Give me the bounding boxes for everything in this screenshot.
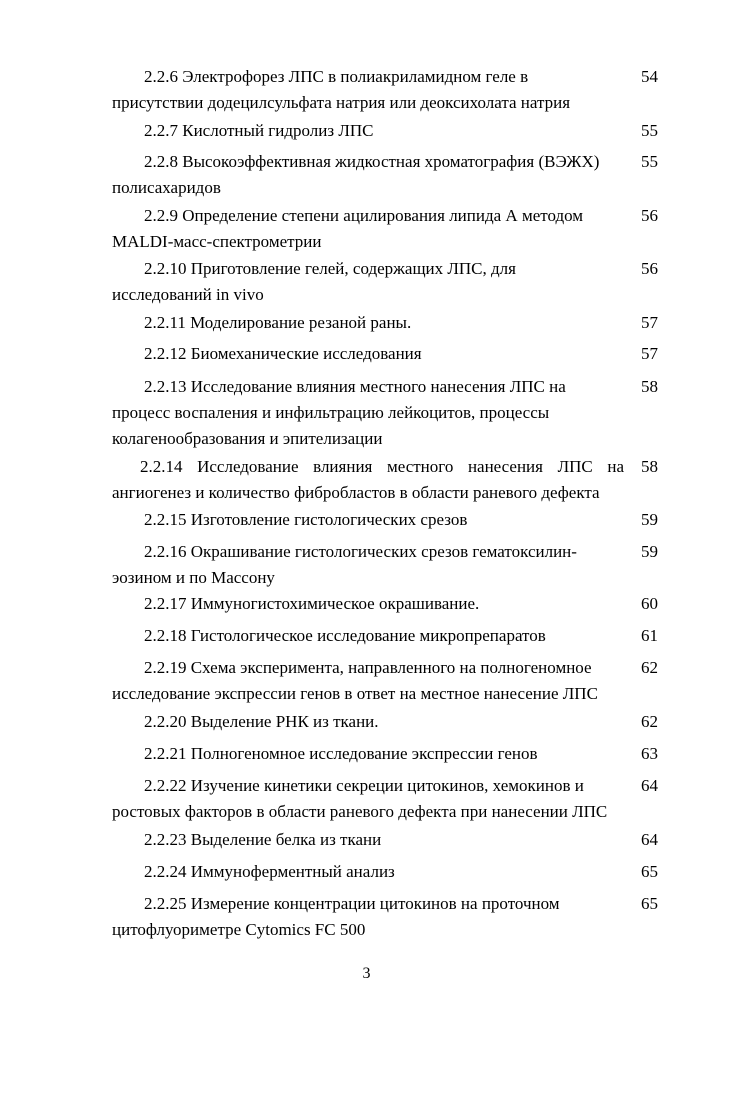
toc-entry-page: 59 xyxy=(641,542,658,561)
toc-entry xyxy=(112,891,624,943)
toc-entry-line: 2.2.15 Изготовление гистологических срезов xyxy=(144,510,468,529)
toc-entry-page: 65 xyxy=(641,894,658,913)
toc-entry-page: 56 xyxy=(641,259,658,278)
toc-entry-line: процесс воспаления и инфильтрацию лейкоцитов, процессы xyxy=(112,403,550,422)
toc-entry xyxy=(112,741,624,767)
toc-entry-line: 2.2.6 Электрофорез ЛПС в полиакриламидном геле в xyxy=(144,67,529,86)
toc-entry-line: MALDI-масс-спектрометрии xyxy=(112,232,322,251)
toc-entry-line: 2.2.25 Измерение концентрации цитокинов на проточном xyxy=(144,894,560,913)
toc-entry xyxy=(112,118,624,144)
toc-entry-line: ангиогенез и количество фибробластов в области раневого дефекта xyxy=(112,483,600,502)
toc-entry-line: 2.2.12 Биомеханические исследования xyxy=(144,344,422,363)
toc-entry-line: 2.2.9 Определение степени ацилирования липида А методом xyxy=(144,206,584,225)
toc-entry-page: 64 xyxy=(641,830,658,849)
toc-entry xyxy=(112,539,624,591)
toc-entry-page: 57 xyxy=(641,344,658,363)
toc-entry xyxy=(112,310,624,336)
toc-entry xyxy=(112,341,624,367)
toc-entry-line: 2.2.23 Выделение белка из ткани xyxy=(144,830,382,849)
toc-entry-line: 2.2.22 Изучение кинетики секреции цитокинов, хемокинов и xyxy=(144,776,584,795)
toc-entry-line: полисахаридов xyxy=(112,178,221,197)
toc-entry-page: 58 xyxy=(641,377,658,396)
toc-entry xyxy=(112,374,624,452)
toc-entry-line: 2.2.21 Полногеномное исследование экспрессии генов xyxy=(144,744,538,763)
toc-entry-page: 54 xyxy=(641,67,658,86)
toc-entry-line: ростовых факторов в области раневого дефекта при нанесении ЛПС xyxy=(112,802,608,821)
toc-entry-line: 2.2.17 Иммуногистохимическое окрашивание. xyxy=(144,594,480,613)
toc-entry-line: 2.2.18 Гистологическое исследование микропрепаратов xyxy=(144,626,546,645)
toc-entry xyxy=(112,773,624,825)
toc-entry-page: 58 xyxy=(641,457,658,476)
toc-entry xyxy=(112,655,624,707)
toc-entry xyxy=(112,64,624,116)
toc-entry xyxy=(112,591,624,617)
toc-entry-line: 2.2.13 Исследование влияния местного нанесения ЛПС на xyxy=(144,377,566,396)
toc-entry-line: эозином и по Массону xyxy=(112,568,275,587)
page-number: 3 xyxy=(362,965,371,982)
toc-entry-line: исследование экспрессии генов в ответ на местное нанесение ЛПС xyxy=(112,684,598,703)
toc-entry-page: 55 xyxy=(641,121,658,140)
toc-entry-line: 2.2.11 Моделирование резаной раны. xyxy=(144,313,412,332)
toc-entry xyxy=(112,256,624,308)
toc-entry-line: колагенообразования и эпителизации xyxy=(112,429,383,448)
toc-entry-line: 2.2.24 Иммуноферментный анализ xyxy=(144,862,395,881)
toc-entry-page: 57 xyxy=(641,313,658,332)
toc-entry-page: 63 xyxy=(641,744,658,763)
toc-entry-line: цитофлуориметре Cytomics FC 500 xyxy=(112,920,366,939)
toc-entry-line: 2.2.14 Исследование влияния местного нанесения ЛПС на xyxy=(140,457,624,476)
toc-entry xyxy=(112,454,624,506)
toc-entry-page: 64 xyxy=(641,776,658,795)
toc-entry-line: 2.2.7 Кислотный гидролиз ЛПС xyxy=(144,121,374,140)
toc-entry-page: 61 xyxy=(641,626,658,645)
toc-entry-line: 2.2.16 Окрашивание гистологических срезов гематоксилин- xyxy=(144,542,577,561)
toc-entry-line: присутствии додецилсульфата натрия или деоксихолата натрия xyxy=(112,93,571,112)
toc-entry xyxy=(112,623,624,649)
toc-entry-page: 56 xyxy=(641,206,658,225)
toc-entry-page: 59 xyxy=(641,510,658,529)
toc-entry xyxy=(112,709,624,735)
toc-entry-page: 62 xyxy=(641,658,658,677)
toc-entry xyxy=(112,859,624,885)
toc-entry xyxy=(112,203,624,255)
toc-entry-page: 65 xyxy=(641,862,658,881)
toc-entry xyxy=(112,827,624,853)
toc-entry-page: 60 xyxy=(641,594,658,613)
toc-entry-line: 2.2.10 Приготовление гелей, содержащих ЛПС, для xyxy=(144,259,516,278)
toc-entry-page: 62 xyxy=(641,712,658,731)
toc-entry xyxy=(112,507,624,533)
toc-entry-page: 55 xyxy=(641,152,658,171)
toc-entry-line: 2.2.20 Выделение РНК из ткани. xyxy=(144,712,379,731)
toc-entry-line: 2.2.8 Высокоэффективная жидкостная хроматография (ВЭЖХ) xyxy=(144,152,600,171)
toc-entry-line: исследований in vivo xyxy=(112,285,264,304)
toc-entry xyxy=(112,149,624,201)
toc-entry-line: 2.2.19 Схема эксперимента, направленного на полногеномное xyxy=(144,658,592,677)
